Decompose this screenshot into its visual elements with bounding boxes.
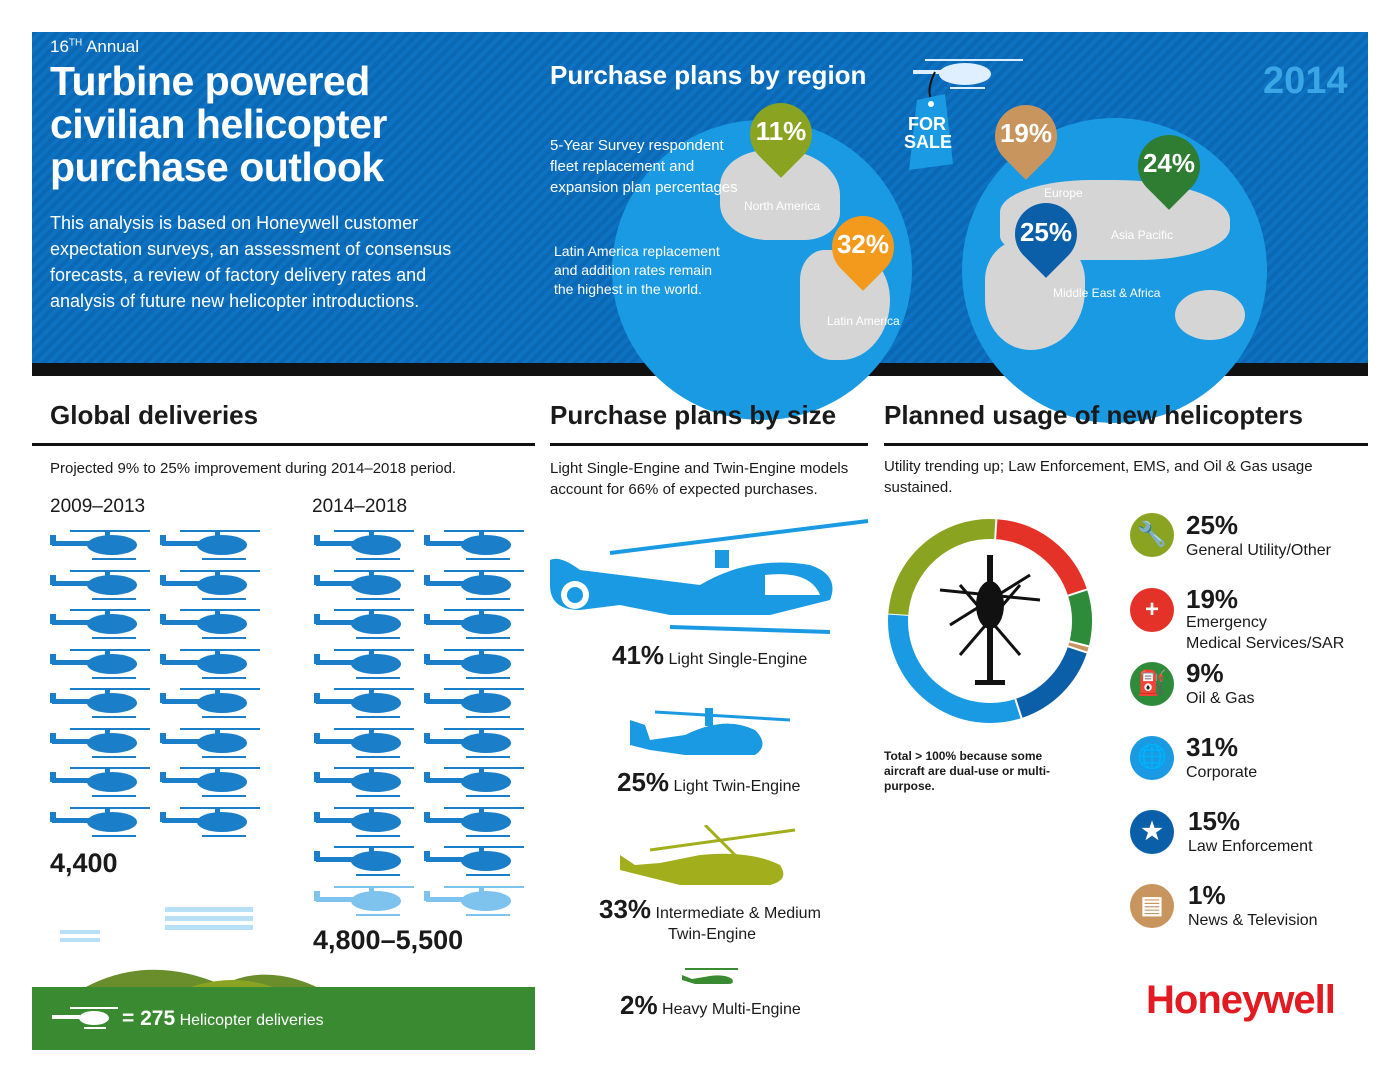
intermediate-medium-helicopter-icon — [620, 825, 800, 890]
delivery-icon-2009-7 — [50, 647, 152, 681]
annual-label: 16TH Annual — [50, 37, 139, 56]
delivery-icon-2009-13 — [50, 765, 152, 799]
fuel-pump-icon: ⛽ — [1130, 662, 1174, 706]
usage-rule — [884, 443, 1368, 446]
delivery-icon-2014-3 — [314, 568, 416, 602]
newspaper-icon: ▤ — [1130, 884, 1174, 928]
delivery-icon-2014-5 — [314, 607, 416, 641]
honeywell-logo: Honeywell — [1146, 978, 1335, 1022]
delivery-icon-2009-11 — [50, 726, 152, 760]
wrench-icon: 🔧 — [1130, 513, 1174, 557]
delivery-icon-2009-5 — [50, 607, 152, 641]
delivery-icon-2009-14 — [160, 765, 262, 799]
deliveries-subtitle: Projected 9% to 25% improvement during 2014–2018 period. — [50, 460, 457, 477]
period-1-label: 2009–2013 — [50, 496, 146, 517]
cloud-decoration — [165, 907, 253, 931]
medical-cross-icon: + — [1130, 588, 1174, 632]
delivery-icon-2014-19 — [314, 884, 416, 918]
delivery-icon-2014-1 — [314, 528, 416, 562]
badge-star-icon: ★ — [1130, 810, 1174, 854]
legend-helicopter-icon — [50, 1005, 120, 1031]
latin-america-pct: 32% — [836, 229, 890, 259]
delivery-icon-2009-9 — [50, 686, 152, 720]
donut-separator — [995, 519, 996, 539]
size-item-4 — [620, 990, 801, 1021]
delivery-icon-2014-20 — [424, 884, 526, 918]
usage-pct-2: 19% — [1186, 584, 1239, 614]
usage-label-6: News & Television — [1188, 912, 1318, 929]
delivery-icon-2009-3 — [50, 568, 152, 602]
delivery-icon-2014-18 — [424, 844, 526, 878]
deliveries-title: Global deliveries — [50, 400, 259, 430]
cloud-small-decoration — [60, 930, 100, 942]
light-single-engine-helicopter-icon — [550, 515, 870, 635]
usage-pct-6: 1% — [1188, 880, 1226, 910]
size-label-2: Light Twin-Engine — [673, 778, 801, 795]
asia-pacific-label: Asia Pacific — [1111, 228, 1174, 242]
year-label: 2014 — [1263, 60, 1348, 102]
delivery-icon-2009-8 — [160, 647, 262, 681]
middle-east-africa-label: Middle East & Africa — [1053, 286, 1161, 300]
delivery-icon-2014-15 — [314, 805, 416, 839]
usage-pct-5: 15% — [1188, 806, 1241, 836]
usage-pct-1: 25% — [1186, 510, 1239, 540]
globe-icon: 🌐 — [1130, 736, 1174, 780]
europe-label: Europe — [1044, 186, 1083, 200]
period-2-label: 2014–2018 — [312, 496, 408, 517]
delivery-icon-2014-13 — [314, 765, 416, 799]
usage-label-1: General Utility/Other — [1186, 542, 1331, 559]
total-2009-2013: 4,400 — [50, 848, 118, 878]
delivery-icon-2014-7 — [314, 647, 416, 681]
delivery-icon-2014-8 — [424, 647, 526, 681]
australia-landmass — [1175, 290, 1245, 340]
usage-subtitle: Utility trending up; Law Enforcement, EMS, and Oil & Gas usage sustained. — [884, 458, 1313, 496]
donut-slice-oil-gas — [1077, 593, 1082, 644]
usage-pct-4: 31% — [1186, 732, 1239, 762]
size-item-2 — [617, 767, 800, 798]
size-pct-2: 25% — [617, 767, 670, 797]
delivery-icon-2014-16 — [424, 805, 526, 839]
delivery-icon-2009-16 — [160, 805, 262, 839]
delivery-icon-2009-15 — [50, 805, 152, 839]
legend-text — [122, 1007, 324, 1031]
deliveries-rule — [32, 443, 535, 446]
delivery-icon-2014-9 — [314, 686, 416, 720]
delivery-icon-2009-10 — [160, 686, 262, 720]
delivery-icon-2014-14 — [424, 765, 526, 799]
usage-label-2: Emergency — [1186, 614, 1267, 631]
delivery-icon-2014-17 — [314, 844, 416, 878]
usage-pct-3: 9% — [1186, 658, 1224, 688]
delivery-icon-2009-1 — [50, 528, 152, 562]
size-pct-4: 2% — [620, 990, 658, 1020]
usage-label-5: Law Enforcement — [1188, 838, 1313, 855]
size-item-1 — [612, 640, 807, 671]
top-view-helicopter-icon — [935, 555, 1045, 690]
size-label-3-line2: Twin-Engine — [668, 926, 757, 943]
delivery-icon-2009-4 — [160, 568, 262, 602]
latin-america-note: Latin America replacement and addition rates remain the highest in the world. — [554, 243, 720, 297]
size-rule — [550, 443, 868, 446]
survey-note: 5-Year Survey respondent fleet replacement and expansion plan percentages — [550, 137, 738, 196]
usage-label-3: Oil & Gas — [1186, 690, 1255, 707]
total-2014-2018: 4,800–5,500 — [313, 925, 464, 955]
heavy-multi-engine-helicopter-icon — [680, 965, 740, 985]
light-twin-engine-helicopter-icon — [625, 700, 795, 762]
size-item-3 — [599, 894, 821, 925]
for-sale-tag: FOR SALE — [904, 114, 953, 152]
size-label-3: Intermediate & Medium — [655, 905, 821, 922]
size-pct-1: 41% — [612, 640, 665, 670]
size-label-1: Light Single-Engine — [668, 651, 808, 668]
latin-america-label: Latin America — [827, 314, 900, 328]
delivery-icon-2014-10 — [424, 686, 526, 720]
size-title: Purchase plans by size — [550, 400, 837, 430]
legend-label: Helicopter deliveries — [179, 1012, 324, 1029]
delivery-icon-2009-6 — [160, 607, 262, 641]
middle-east-africa-pct: 25% — [1019, 217, 1073, 247]
usage-title: Planned usage of new helicopters — [884, 400, 1303, 430]
size-label-4: Heavy Multi-Engine — [662, 1001, 801, 1018]
intro-text: This analysis is based on Honeywell customer expectation surveys, an assessment of consensus forecasts, a review of factory delivery rates and analysis of future new helicopter introductions. — [50, 213, 452, 311]
delivery-icon-2009-2 — [160, 528, 262, 562]
size-pct-3: 33% — [599, 894, 652, 924]
usage-label-4: Corporate — [1186, 764, 1258, 781]
delivery-icon-2014-12 — [424, 726, 526, 760]
region-section-title: Purchase plans by region — [550, 60, 867, 90]
page-title: Turbine powered civilian helicopter purchase outlook — [50, 58, 387, 190]
delivery-icon-2014-6 — [424, 607, 526, 641]
delivery-icon-2014-4 — [424, 568, 526, 602]
delivery-icon-2014-11 — [314, 726, 416, 760]
europe-pct: 19% — [999, 118, 1053, 148]
asia-pacific-pct: 24% — [1142, 148, 1196, 178]
usage-note: Total > 100% because some aircraft are dual-use or multi-purpose. — [884, 749, 1051, 793]
usage-label-2-line2: Medical Services/SAR — [1186, 635, 1345, 652]
size-subtitle: Light Single-Engine and Twin-Engine models account for 66% of expected purchases. — [550, 460, 849, 498]
legend-equals-value: = 275 — [122, 1007, 176, 1030]
north-america-label: North America — [744, 199, 821, 213]
delivery-icon-2009-12 — [160, 726, 262, 760]
north-america-pct: 11% — [755, 116, 807, 146]
delivery-icon-2014-2 — [424, 528, 526, 562]
